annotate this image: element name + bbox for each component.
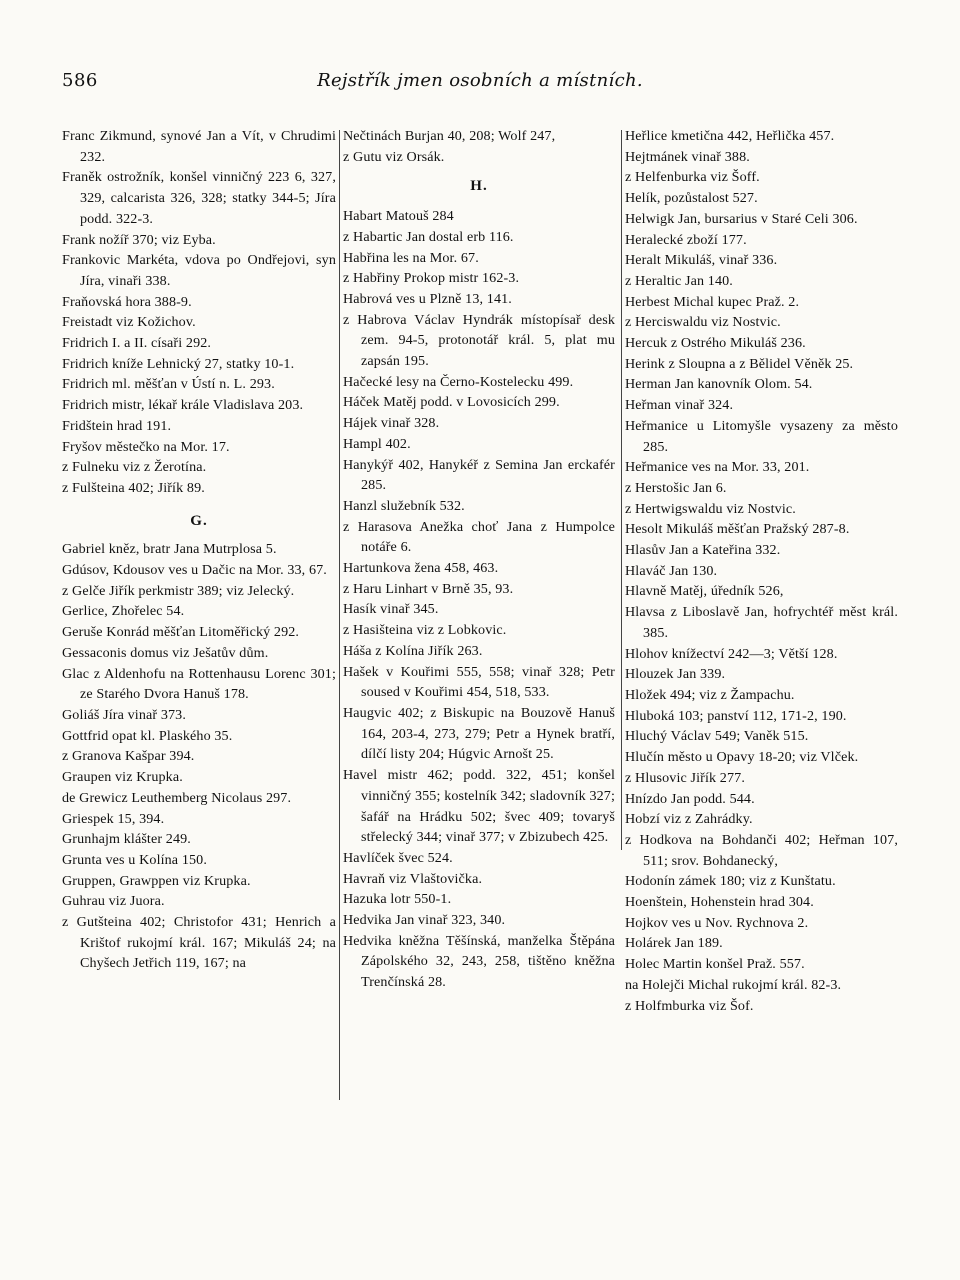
index-entry: z Hlusovic Jiřík 277.	[625, 769, 745, 786]
index-column-1	[62, 126, 336, 974]
index-entry: Gruppen, Grawppen viz Krupka.	[62, 872, 251, 889]
index-column-2	[343, 126, 615, 993]
index-entry: Hedvika kněžna Těšínská, manželka Štěpána Zápolského 32, 243, 258, tištěno kněžna Trenčínská 28.	[343, 932, 615, 991]
index-entry: z Hodkova na Bohdanči 402; Heřman 107, 511; srov. Bohdanecký,	[625, 831, 898, 869]
index-entry: Hluchý Václav 549; Vaněk 515.	[625, 728, 809, 745]
index-entry: Habart Matouš 284	[343, 208, 454, 225]
index-entry: Helwigk Jan, bursarius v Staré Celi 306.	[625, 210, 858, 227]
index-entry: Hlouzek Jan 339.	[625, 666, 726, 683]
index-entry: Háša z Kolína Jiřík 263.	[343, 642, 483, 659]
index-entry: Grunhajm klášter 249.	[62, 831, 191, 848]
index-entry: Hlasův Jan a Kateřina 332.	[625, 542, 781, 559]
index-entry: Hašek v Kouřimi 555, 558; vinař 328; Petr soused v Kouřimi 454, 518, 533.	[343, 663, 615, 701]
index-entry: z Helfenburka viz Šoff.	[625, 169, 760, 186]
index-entry: Hazuka lotr 550-1.	[343, 891, 452, 908]
index-entry: z Gutšteina 402; Christofor 431; Henrich a Krištof rukojmí král. 167; Mikuláš 24; na Chyšech Jetřich 119, 167; na	[62, 914, 336, 972]
index-entry: Havlíček švec 524.	[343, 849, 453, 866]
index-entry: Graupen viz Krupka.	[62, 769, 183, 786]
index-entry: Hanykýř 402, Hanykéř z Semina Jan erckafér 285.	[343, 456, 615, 494]
index-entry: Franěk ostrožník, konšel vinničný 223 6, 327, 329, calcarista 326, 328; statky 344-5; Jíra podd. 322-3.	[62, 169, 336, 227]
index-entry: z Heraltic Jan 140.	[625, 272, 733, 289]
index-entry: Geruše Konrád měšťan Litoměřický 292.	[62, 624, 300, 641]
index-entry: z Granova Kašpar 394.	[62, 748, 195, 765]
index-entry: Gdúsov, Kdousov ves u Dačic na Mor. 33, 67.	[62, 562, 327, 579]
index-entry: Goliáš Jíra vinař 373.	[62, 706, 186, 723]
index-entry: z Fulšteina 402; Jiřík 89.	[62, 479, 205, 496]
index-entry: Frankovic Markéta, vdova po Ondřejovi, syn Jíra, vinaři 338.	[62, 252, 336, 289]
index-entry: z Gelče Jiřík perkmistr 389; viz Jelecký.	[62, 582, 295, 599]
index-entry: Holec Martin konšel Praž. 557.	[625, 956, 805, 973]
index-entry: z Gutu viz Orsák.	[343, 148, 445, 165]
index-entry: Habrová ves u Plzně 13, 141.	[343, 290, 512, 307]
index-entry: Habřina les na Mor. 67.	[343, 249, 479, 266]
index-entry: Hlavsa z Liboslavě Jan, hofrychtéř měst král. 385.	[625, 604, 898, 641]
index-entry: Herbest Michal kupec Praž. 2.	[625, 293, 800, 310]
index-entry: Hačecké lesy na Černo-Kostelecku 499.	[343, 373, 574, 390]
index-entry: Hnízdo Jan podd. 544.	[625, 790, 755, 807]
index-entry: z Holfmburka viz Šof.	[625, 997, 754, 1014]
index-entry: Gabriel kněz, bratr Jana Mutrplosa 5.	[62, 541, 277, 558]
index-entry: Holárek Jan 189.	[625, 935, 723, 952]
index-entry: z Habartic Jan dostal erb 116.	[343, 228, 514, 245]
index-entry: Heřman vinař 324.	[625, 397, 734, 414]
index-entry: Herink z Sloupna a z Bělidel Věněk 25.	[625, 355, 854, 372]
letter-heading: G.	[190, 512, 208, 529]
index-entry: na Holejči Michal rukojmí král. 82-3.	[625, 976, 842, 993]
index-entry: de Grewicz Leuthemberg Nicolaus 297.	[62, 789, 292, 806]
index-entry: Heřmanice u Litomyšle vysazeny za město 285.	[625, 417, 898, 455]
index-entry: Hlohov knížectví 242—3; Větší 128.	[625, 645, 838, 662]
index-entry: z Haru Linhart v Brně 35, 93.	[343, 580, 514, 597]
index-entry: Fridrich ml. měšťan v Ústí n. L. 293.	[62, 376, 275, 393]
index-entry: z Hertwigswaldu viz Nostvic.	[625, 500, 796, 517]
index-entry: Fraňovská hora 388-9.	[62, 293, 192, 310]
index-entry: Gerlice, Zhořelec 54.	[62, 603, 185, 620]
index-entry: Franc Zikmund, synové Jan a Vít, v Chrudimi 232.	[62, 128, 336, 165]
index-columns	[62, 126, 898, 1236]
index-entry: Hesolt Mikuláš měšťan Pražský 287-8.	[625, 521, 850, 538]
index-entry: Hlavně Matěj, úředník 526,	[625, 583, 784, 600]
index-entry: z Harasova Anežka choť Jana z Humpolce notáře 6.	[343, 518, 615, 556]
index-entry: Frank nožíř 370; viz Eyba.	[62, 231, 216, 248]
index-entry: Hlučín město u Opavy 18-20; viz Vlček.	[625, 749, 859, 766]
index-entry: Fridrich mistr, lékař krále Vladislava 203.	[62, 397, 304, 414]
index-entry: z Herciswaldu viz Nostvic.	[625, 314, 781, 331]
index-entry: Gottfrid opat kl. Plaského 35.	[62, 727, 233, 744]
index-entry: Hájek vinař 328.	[343, 415, 440, 432]
index-entry: Nečtinách Burjan 40, 208; Wolf 247,	[343, 128, 556, 144]
index-entry: Hlaváč Jan 130.	[625, 562, 718, 579]
index-entry: Heralecké zboží 177.	[625, 231, 747, 248]
index-entry: z Habřiny Prokop mistr 162-3.	[343, 270, 520, 287]
column-divider	[621, 130, 622, 850]
index-entry: Heřlice kmetična 442, Heřlička 457.	[625, 128, 835, 144]
index-entry: Hodonín zámek 180; viz z Kunštatu.	[625, 873, 836, 890]
page-header	[62, 70, 898, 100]
index-entry: Glac z Aldenhofu na Rottenhausu Lorenc 301; ze Starého Dvora Hanuš 178.	[62, 665, 336, 703]
index-entry: z Habrova Václav Hyndrák místopísař desk zem. 94-5, protonotář král. 5, plat mu zapsán 195.	[343, 311, 615, 370]
index-entry: Hasík vinař 345.	[343, 601, 439, 618]
index-entry: Hložek 494; viz z Žampachu.	[625, 686, 795, 703]
index-entry: Fridrich I. a II. císaři 292.	[62, 335, 212, 352]
index-entry: Hojkov ves u Nov. Rychnova 2.	[625, 914, 809, 931]
index-entry: Griespek 15, 394.	[62, 810, 165, 827]
index-entry: Hartunkova žena 458, 463.	[343, 560, 499, 577]
index-entry: Fridrich kníže Lehnický 27, statky 10-1.	[62, 355, 295, 372]
index-entry: Fryšov městečko na Mor. 17.	[62, 438, 230, 455]
index-entry: Havraň viz Vlaštovička.	[343, 870, 483, 887]
index-entry: Hejtmánek vinař 388.	[625, 148, 750, 165]
letter-heading: H.	[470, 178, 488, 195]
page-number: 586	[62, 70, 98, 91]
index-entry: z Hasišteina viz z Lobkovic.	[343, 622, 507, 639]
index-entry: z Herstošic Jan 6.	[625, 479, 727, 496]
index-entry: Havel mistr 462; podd. 322, 451; konšel vinničný 355; kostelník 342; sladovník 327; šafář na Hrádku 502; švec 409; tovaryš střelecký 344; vinař 377; v Zbizubech 425.	[343, 767, 615, 846]
index-entry: z Fulneku viz z Žerotína.	[62, 459, 207, 476]
index-entry: Heřmanice ves na Mor. 33, 201.	[625, 459, 810, 476]
index-entry: Herman Jan kanovník Olom. 54.	[625, 376, 813, 393]
index-entry: Hampl 402.	[343, 435, 411, 452]
index-entry: Hercuk z Ostrého Mikuláš 236.	[625, 335, 806, 352]
index-entry: Hedvika Jan vinař 323, 340.	[343, 912, 506, 929]
index-entry: Freistadt viz Kožichov.	[62, 314, 196, 331]
index-entry: Hobzí viz z Zahrádky.	[625, 811, 753, 828]
index-entry: Grunta ves u Kolína 150.	[62, 851, 207, 868]
index-entry: Hanzl služebník 532.	[343, 497, 465, 514]
index-entry: Fridštein hrad 191.	[62, 417, 172, 434]
index-entry: Helík, pozůstalost 527.	[625, 190, 758, 207]
index-entry: Háček Matěj podd. v Lovosicích 299.	[343, 394, 560, 411]
index-entry: Hluboká 103; panství 112, 171-2, 190.	[625, 707, 847, 724]
index-column-3	[625, 126, 898, 1016]
running-title: Rejstřík jmen osobních a místních.	[317, 70, 643, 91]
column-divider	[339, 130, 340, 1100]
index-entry: Heralt Mikuláš, vinař 336.	[625, 252, 778, 269]
index-entry: Haugvic 402; z Biskupic na Bouzově Hanuš 164, 203-4, 273, 279; Petr a Hynek bratří, dílčí listy 204; Húgvic Arnošt 25.	[343, 704, 615, 763]
index-entry: Gessaconis domus viz Ješatův dům.	[62, 644, 269, 661]
index-entry: Guhrau viz Juora.	[62, 893, 165, 910]
index-entry: Hoenštein, Hohenstein hrad 304.	[625, 894, 814, 911]
